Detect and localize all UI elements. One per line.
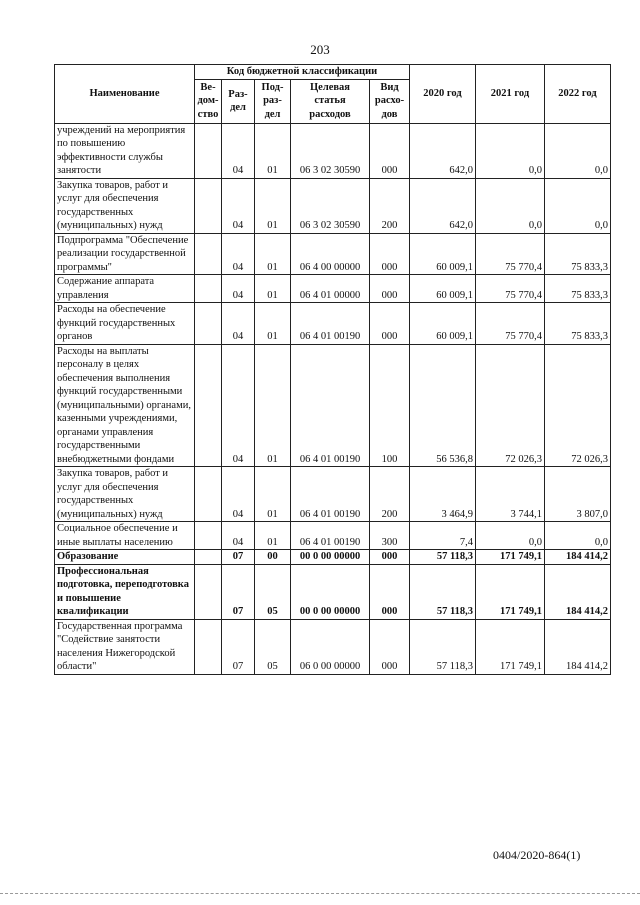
page-number: 203 <box>310 42 330 57</box>
row-vedomstvo <box>195 123 222 178</box>
row-expense-type: 000 <box>370 564 410 619</box>
row-expense-type: 300 <box>370 522 410 550</box>
row-target-article: 06 4 01 00190 <box>291 303 370 345</box>
row-2022: 3 807,0 <box>545 467 611 522</box>
row-2020: 57 118,3 <box>410 619 476 674</box>
row-2021: 171 749,1 <box>476 550 545 565</box>
row-target-article: 06 4 01 00190 <box>291 467 370 522</box>
row-name: Закупка товаров, работ и услуг для обеспечения государственных (муниципальных) нужд <box>55 178 195 233</box>
table-row <box>55 467 611 522</box>
row-2022: 0,0 <box>545 522 611 550</box>
header-expense-type: Вид расхо- дов <box>370 79 410 123</box>
header-name: Наименование <box>55 65 195 124</box>
row-podrazdel: 01 <box>255 123 291 178</box>
row-name: Расходы на выплаты персоналу в целях обеспечения выполнения функций государственными (муниципальными) органами, казенными учреждениями, органами управления государственными внебюджетными фондами <box>55 344 195 467</box>
row-expense-type: 000 <box>370 123 410 178</box>
row-2022: 184 414,2 <box>545 564 611 619</box>
row-vedomstvo <box>195 522 222 550</box>
row-2020: 60 009,1 <box>410 303 476 345</box>
row-podrazdel: 01 <box>255 467 291 522</box>
row-2020: 642,0 <box>410 178 476 233</box>
row-vedomstvo <box>195 550 222 565</box>
row-2022: 184 414,2 <box>545 550 611 565</box>
table-body <box>55 123 611 674</box>
header-vedomstvo: Ве- дом- ство <box>195 79 222 123</box>
table-row <box>55 178 611 233</box>
row-target-article: 06 4 00 00000 <box>291 233 370 275</box>
row-podrazdel: 05 <box>255 564 291 619</box>
document-code: 0404/2020-864(1) <box>493 848 581 862</box>
row-razdel: 04 <box>222 178 255 233</box>
row-razdel: 04 <box>222 233 255 275</box>
header-2022: 2022 год <box>545 65 611 124</box>
row-2021: 0,0 <box>476 178 545 233</box>
scan-edge <box>0 893 640 898</box>
row-razdel: 04 <box>222 467 255 522</box>
table-row <box>55 550 611 565</box>
row-2020: 642,0 <box>410 123 476 178</box>
row-expense-type: 000 <box>370 303 410 345</box>
row-target-article: 00 0 00 00000 <box>291 550 370 565</box>
row-podrazdel: 01 <box>255 233 291 275</box>
header-podrazdel: Под- раз- дел <box>255 79 291 123</box>
row-2022: 184 414,2 <box>545 619 611 674</box>
header-razdel: Раз- дел <box>222 79 255 123</box>
row-target-article: 06 4 01 00190 <box>291 522 370 550</box>
row-2020: 57 118,3 <box>410 564 476 619</box>
row-razdel: 04 <box>222 275 255 303</box>
table-row <box>55 123 611 178</box>
header-budget-code-group: Код бюджетной классификации <box>195 65 410 80</box>
row-razdel: 07 <box>222 550 255 565</box>
header-target-article: Целевая статья расходов <box>291 79 370 123</box>
table-row <box>55 275 611 303</box>
row-expense-type: 000 <box>370 275 410 303</box>
table-row <box>55 303 611 345</box>
row-vedomstvo <box>195 344 222 467</box>
row-2021: 3 744,1 <box>476 467 545 522</box>
row-podrazdel: 01 <box>255 303 291 345</box>
budget-table <box>54 64 611 675</box>
row-vedomstvo <box>195 275 222 303</box>
row-2022: 75 833,3 <box>545 275 611 303</box>
row-2022: 75 833,3 <box>545 233 611 275</box>
table-row <box>55 619 611 674</box>
row-expense-type: 200 <box>370 467 410 522</box>
row-podrazdel: 00 <box>255 550 291 565</box>
row-podrazdel: 01 <box>255 344 291 467</box>
row-2021: 72 026,3 <box>476 344 545 467</box>
row-name: Подпрограмма "Обеспечение реализации государственной программы" <box>55 233 195 275</box>
row-2020: 3 464,9 <box>410 467 476 522</box>
row-vedomstvo <box>195 467 222 522</box>
row-expense-type: 100 <box>370 344 410 467</box>
header-2021: 2021 год <box>476 65 545 124</box>
row-2022: 75 833,3 <box>545 303 611 345</box>
row-target-article: 06 4 01 00190 <box>291 344 370 467</box>
row-2020: 60 009,1 <box>410 233 476 275</box>
row-2021: 75 770,4 <box>476 303 545 345</box>
row-podrazdel: 05 <box>255 619 291 674</box>
row-podrazdel: 01 <box>255 522 291 550</box>
row-2021: 0,0 <box>476 522 545 550</box>
row-name: Образование <box>55 550 195 565</box>
row-expense-type: 000 <box>370 550 410 565</box>
row-podrazdel: 01 <box>255 178 291 233</box>
row-razdel: 04 <box>222 303 255 345</box>
row-vedomstvo <box>195 619 222 674</box>
row-name: Государственная программа "Содействие занятости населения Нижегородской области" <box>55 619 195 674</box>
row-2021: 171 749,1 <box>476 564 545 619</box>
row-2021: 75 770,4 <box>476 275 545 303</box>
row-2020: 57 118,3 <box>410 550 476 565</box>
row-podrazdel: 01 <box>255 275 291 303</box>
row-2021: 75 770,4 <box>476 233 545 275</box>
row-2022: 0,0 <box>545 123 611 178</box>
row-2021: 171 749,1 <box>476 619 545 674</box>
row-razdel: 04 <box>222 522 255 550</box>
row-2022: 72 026,3 <box>545 344 611 467</box>
row-razdel: 07 <box>222 564 255 619</box>
row-2022: 0,0 <box>545 178 611 233</box>
row-expense-type: 200 <box>370 178 410 233</box>
header-2020: 2020 год <box>410 65 476 124</box>
table-row <box>55 522 611 550</box>
row-target-article: 06 3 02 30590 <box>291 178 370 233</box>
row-name: учреждений на мероприятия по повышению эффективности службы занятости <box>55 123 195 178</box>
row-razdel: 07 <box>222 619 255 674</box>
row-target-article: 00 0 00 00000 <box>291 564 370 619</box>
table-row <box>55 344 611 467</box>
row-2020: 60 009,1 <box>410 275 476 303</box>
row-name: Социальное обеспечение и иные выплаты населению <box>55 522 195 550</box>
row-vedomstvo <box>195 178 222 233</box>
table-row <box>55 564 611 619</box>
row-name: Расходы на обеспечение функций государственных органов <box>55 303 195 345</box>
row-expense-type: 000 <box>370 619 410 674</box>
row-razdel: 04 <box>222 344 255 467</box>
row-target-article: 06 0 00 00000 <box>291 619 370 674</box>
row-2020: 56 536,8 <box>410 344 476 467</box>
table-row <box>55 233 611 275</box>
row-vedomstvo <box>195 303 222 345</box>
row-target-article: 06 4 01 00000 <box>291 275 370 303</box>
row-name: Профессиональная подготовка, переподготовка и повышение квалификации <box>55 564 195 619</box>
row-2021: 0,0 <box>476 123 545 178</box>
row-name: Закупка товаров, работ и услуг для обеспечения государственных (муниципальных) нужд <box>55 467 195 522</box>
row-name: Содержание аппарата управления <box>55 275 195 303</box>
row-expense-type: 000 <box>370 233 410 275</box>
row-target-article: 06 3 02 30590 <box>291 123 370 178</box>
row-razdel: 04 <box>222 123 255 178</box>
row-vedomstvo <box>195 233 222 275</box>
row-2020: 7,4 <box>410 522 476 550</box>
row-vedomstvo <box>195 564 222 619</box>
